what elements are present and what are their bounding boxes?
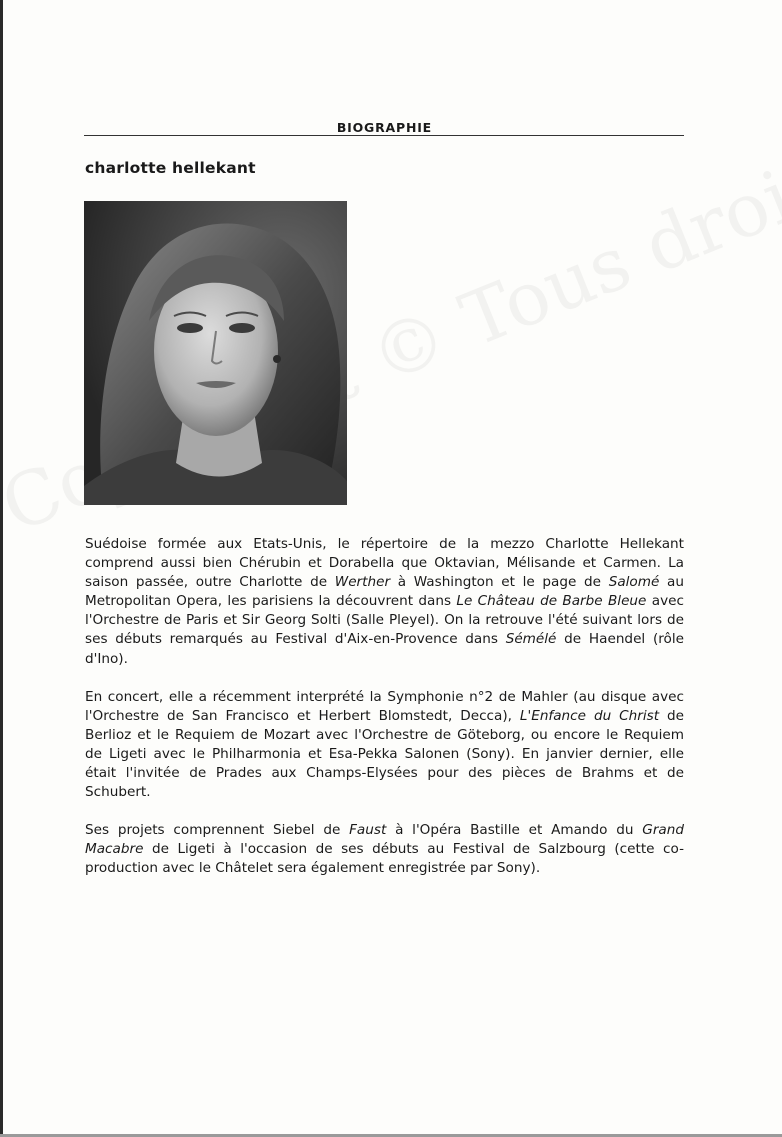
bio-paragraph-2: En concert, elle a récemment interprété la Symphonie n°2 de Mahler (au disque avec l'Orchestre de San Francisco et Herbert Blomstedt, Decca), L'Enfance du Christ de Berlioz et le Requiem de Mozart avec l'Orchestre de Göteborg, ou encore le Requiem de Ligeti avec le Philharmonia et Esa-Pekka Salonen (Sony). En janvier dernier, elle était l'invitée de Prades aux Champs-Elysées pour des pièces de Brahms et de Schubert. bbox=[85, 688, 684, 801]
page-left-edge bbox=[0, 0, 3, 1137]
artist-portrait bbox=[84, 201, 347, 505]
header-rule bbox=[84, 135, 684, 136]
bio-paragraph-1: Suédoise formée aux Etats-Unis, le répertoire de la mezzo Charlotte Hellekant comprend aussi bien Chérubin et Dorabella que Oktavian, Mélisande et Carmen. La saison passée, outre Charlotte de Werther à Washington et le page de Salomé au Metropolitan Opera, les parisiens la découvrent dans Le Château de Barbe Bleue avec l'Orchestre de Paris et Sir Georg Solti (Salle Pleyel). On la retrouve l'été suivant lors de ses débuts remarqués au Festival d'Aix-en-Provence dans Sémélé de Haendel (rôle d'Ino). bbox=[85, 536, 684, 667]
artist-name: charlotte hellekant bbox=[85, 159, 256, 177]
page-header bbox=[84, 117, 684, 136]
portrait-photo-icon bbox=[84, 201, 347, 505]
biography-text bbox=[85, 535, 684, 898]
bio-paragraph-3: Ses projets comprennent Siebel de Faust à l'Opéra Bastille et Amando du Grand Macabre de Ligeti à l'occasion de ses débuts au Festival de Salzbourg (cette co-production avec le Châtelet sera également enregistrée par Sony). bbox=[85, 822, 684, 877]
section-label: BIOGRAPHIE bbox=[336, 120, 432, 135]
